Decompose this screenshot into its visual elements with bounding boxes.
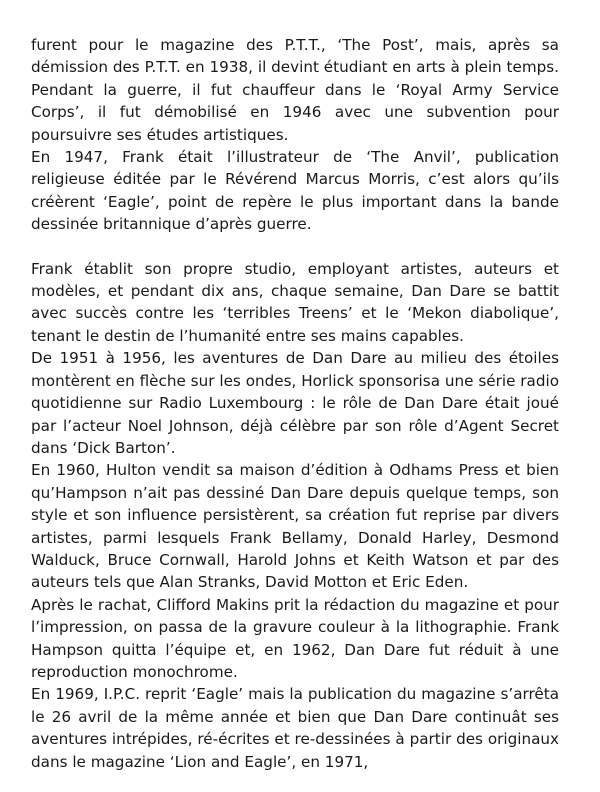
paragraph-makins: Après le rachat, Clifford Makins prit la rédaction du magazine et pour l’impression, on passa de la gravure couleur à la lithographie. Frank Hampson quitta l’équipe et, en 1962, Dan Dare fut réduit à une reproduction monochrome. (31, 595, 559, 681)
paragraph-ipc: En 1969, I.P.C. reprit ‘Eagle’ mais la publication du magazine s’arrêta le 26 avril de la même année et bien que Dan Dare continuât ses aventures intrépides, ré-écrites et re-dessinées à partir des originaux dans le magazine ‘Lion and Eagle’, en 1971, (31, 685, 559, 771)
paragraph-radio: De 1951 à 1956, les aventures de Dan Dare au milieu des étoiles montèrent en flèche sur les ondes, Horlick sponsorisa une série radio quotidienne sur Radio Luxembourg : le rôle de Dan Dare était joué par l’acteur Noel Johnson, déjà célèbre par son rôle d’Agent Secret dans ‘Dick Barton’. (31, 349, 559, 457)
paragraph-studio: Frank établit son propre studio, employant artistes, auteurs et modèles, et pendant dix ans, chaque semaine, Dan Dare se battit avec succès contre les ‘terribles Treens’ et le ‘Mekon diabolique’, tenant le destin de l’humanité entre ses mains capables. (31, 259, 559, 345)
paragraph-eagle-creation: En 1947, Frank était l’illustrateur de ‘The Anvil’, publication religieuse éditée par le Révérend Marcus Morris, c’est alors qu’ils créèrent ‘Eagle’, point de repère le plus important dans la bande dessinée britannique d’après guerre. (31, 148, 559, 234)
paragraph-hampson-early-career: furent pour le magazine des P.T.T., ‘The Post’, mais, après sa démission des P.T.T. en 1938, il devint étudiant en arts à plein temps. Pendant la guerre, il fut chauffeur dans le ‘Royal Army Service Corps’, il fut démobilisé en 1946 avec une subvention pour poursuivre ses études artistiques. (31, 36, 559, 144)
document-body (31, 34, 559, 773)
paragraph-odhams: En 1960, Hulton vendit sa maison d’édition à Odhams Press et bien qu’Hampson n’ait pas dessiné Dan Dare depuis quelque temps, son style et son influence persistèrent, sa création fut reprise par divers artistes, parmi lesquels Frank Bellamy, Donald Harley, Desmond Walduck, Bruce Cornwall, Harold Johns et Keith Watson et par des auteurs tels que Alan Stranks, David Motton et Eric Eden. (31, 461, 559, 592)
